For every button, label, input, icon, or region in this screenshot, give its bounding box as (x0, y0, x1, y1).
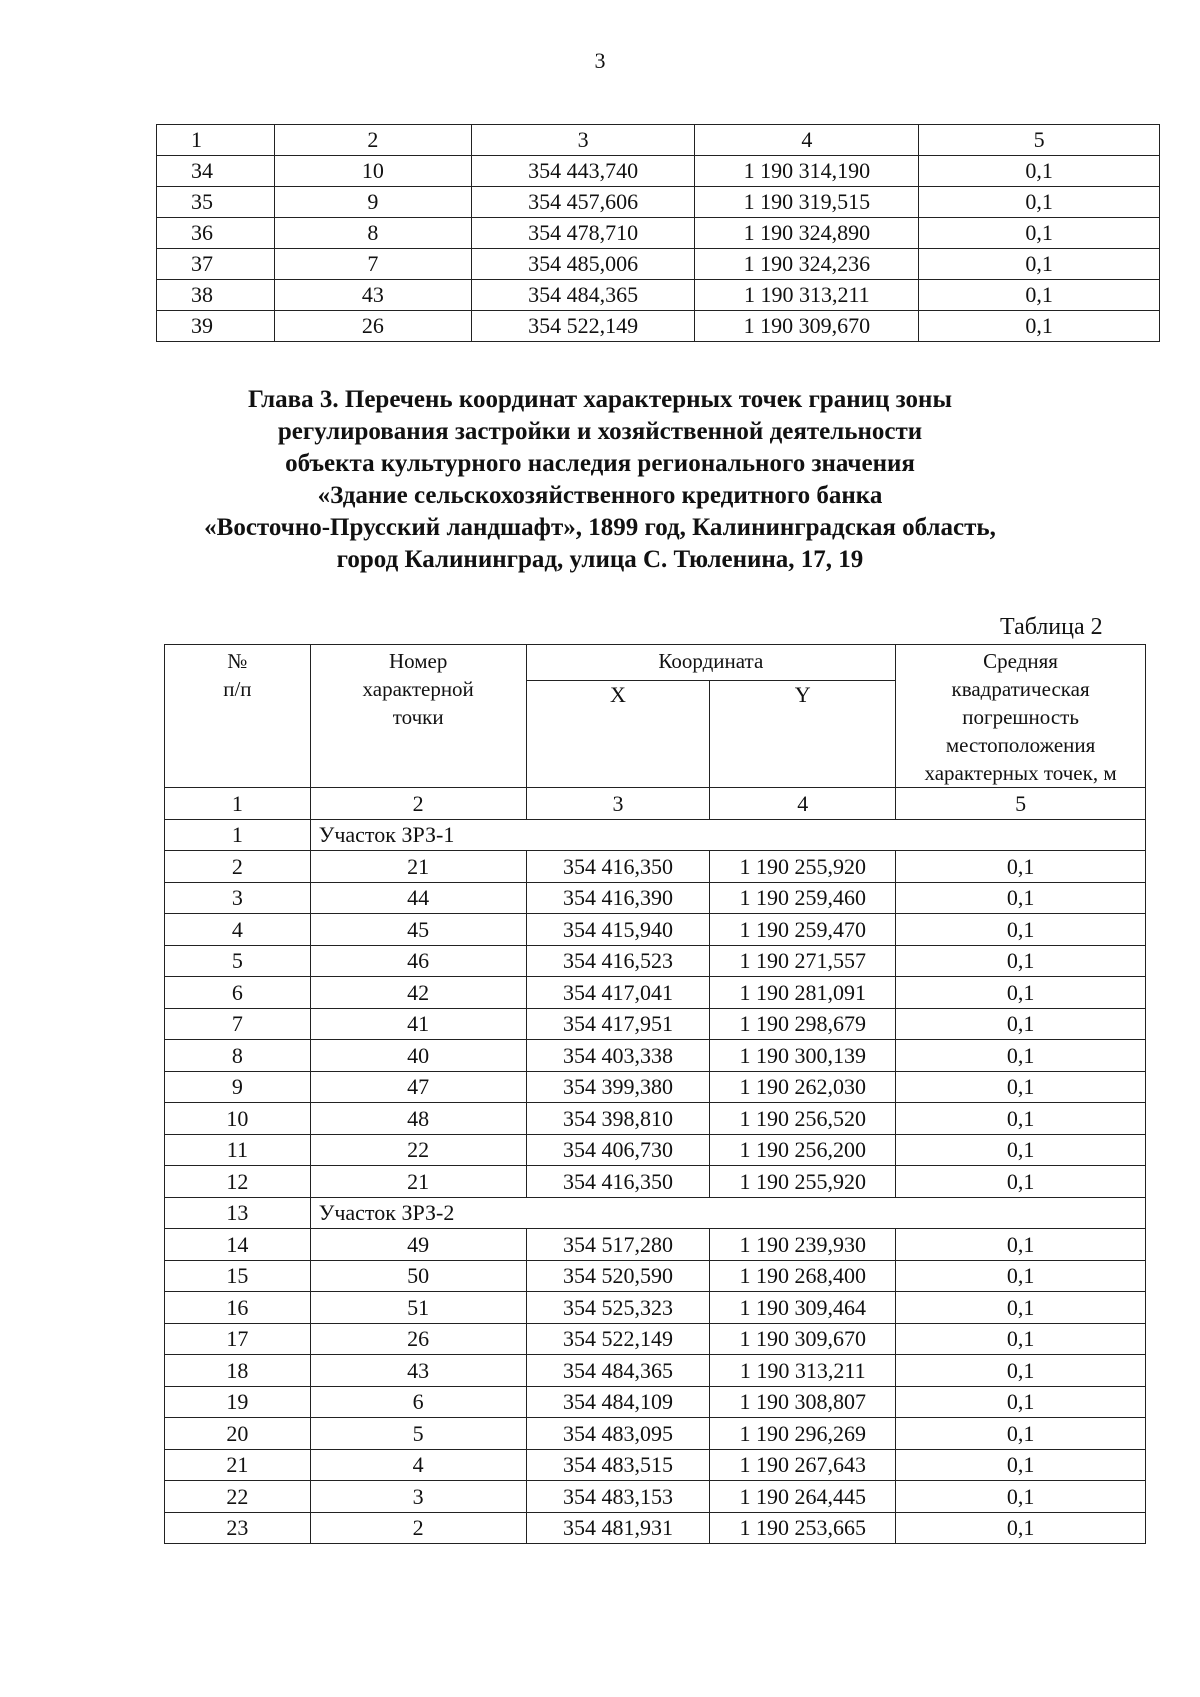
table-cell: 26 (310, 1323, 526, 1355)
table-cell: 354 484,109 (526, 1386, 710, 1418)
header-coordinate: Координата (526, 645, 896, 681)
table-cell: 1 190 262,030 (710, 1071, 896, 1103)
table-cell: 21 (310, 1166, 526, 1198)
section-row (165, 819, 1146, 851)
table-cell: 1 190 300,139 (710, 1040, 896, 1072)
table-row (165, 1103, 1146, 1135)
page-number: 3 (594, 48, 606, 73)
table-cell: 0,1 (896, 1292, 1146, 1324)
heading-line: «Восточно-Прусский ландшафт», 1899 год, Калининградская область, (204, 514, 996, 541)
table-cell: 0,1 (896, 1260, 1146, 1292)
table-cell: 21 (310, 851, 526, 883)
table-cell: 1 190 267,643 (710, 1449, 896, 1481)
table-cell: 47 (310, 1071, 526, 1103)
table-cell: 0,1 (896, 1229, 1146, 1261)
table-cell: 46 (310, 945, 526, 977)
table-cell: 0,1 (896, 1040, 1146, 1072)
table-cell: 9 (165, 1071, 311, 1103)
table-row (165, 1323, 1146, 1355)
table-cell: 354 485,006 (471, 249, 695, 280)
table-cell: 16 (165, 1292, 311, 1324)
table-row (165, 1071, 1146, 1103)
heading-line: объекта культурного наследия регионального значения (285, 450, 915, 477)
table-row-numbering (165, 788, 1146, 820)
table-cell: 354 525,323 (526, 1292, 710, 1324)
table-cell: 354 406,730 (526, 1134, 710, 1166)
table-cell: 6 (165, 977, 311, 1009)
table-cell: 23 (165, 1512, 311, 1544)
column-number: 2 (310, 788, 526, 820)
table-cell: 0,1 (919, 311, 1160, 342)
table-cell: 1 190 308,807 (710, 1386, 896, 1418)
table-row (165, 945, 1146, 977)
column-number: 4 (710, 788, 896, 820)
table-cell: 1 190 298,679 (710, 1008, 896, 1040)
table-cell: 0,1 (919, 280, 1160, 311)
table-cell: 0,1 (896, 1512, 1146, 1544)
column-number: 4 (695, 125, 919, 156)
chapter-heading (150, 384, 1050, 576)
table-cell: 11 (165, 1134, 311, 1166)
table-cell: 0,1 (896, 1386, 1146, 1418)
header-point-number: Номер характерной точки (310, 645, 526, 788)
table-cell: 44 (310, 882, 526, 914)
table-cell: 1 190 314,190 (695, 156, 919, 187)
table-cell: 0,1 (919, 187, 1160, 218)
heading-line: Глава 3. Перечень координат характерных точек границ зоны (248, 386, 952, 413)
header-num: № п/п (165, 645, 311, 788)
table-cell: 3 (310, 1481, 526, 1513)
table-cell: 1 190 309,670 (695, 311, 919, 342)
table-cell: 1 190 309,464 (710, 1292, 896, 1324)
table-cell: 354 415,940 (526, 914, 710, 946)
table-cell: 0,1 (896, 1071, 1146, 1103)
table-cell: 7 (275, 249, 472, 280)
heading-line: город Калининград, улица С. Тюленина, 17, 19 (336, 546, 864, 573)
table-cell: 8 (275, 218, 472, 249)
table-row (165, 1166, 1146, 1198)
table-cell: 5 (310, 1418, 526, 1450)
table-cell: 0,1 (896, 851, 1146, 883)
table-row (157, 218, 1160, 249)
table-cell: 354 399,380 (526, 1071, 710, 1103)
table-cell: 10 (165, 1103, 311, 1135)
header-x: X (526, 681, 710, 788)
table-cell: 1 190 268,400 (710, 1260, 896, 1292)
table-cell: 1 190 259,470 (710, 914, 896, 946)
table-row (165, 1386, 1146, 1418)
table-cell: 0,1 (896, 1449, 1146, 1481)
table-cell: 15 (165, 1260, 311, 1292)
table-cell: 1 190 324,890 (695, 218, 919, 249)
table-cell: 50 (310, 1260, 526, 1292)
table-cell: 17 (165, 1323, 311, 1355)
table-row (165, 1260, 1146, 1292)
table-cell: 354 416,390 (526, 882, 710, 914)
table-cell: 0,1 (896, 1103, 1146, 1135)
table-cell: 354 520,590 (526, 1260, 710, 1292)
row-number: 1 (165, 819, 311, 851)
table-cell: 354 416,350 (526, 1166, 710, 1198)
table-row (165, 1512, 1146, 1544)
table-cell: 0,1 (896, 1355, 1146, 1387)
table-row (157, 156, 1160, 187)
heading-line: регулирования застройки и хозяйственной деятельности (277, 418, 923, 445)
table-cell: 7 (165, 1008, 311, 1040)
coordinates-table-2 (164, 644, 1146, 1544)
table-cell: 3 (165, 882, 311, 914)
row-number: 13 (165, 1197, 311, 1229)
table-cell: 10 (275, 156, 472, 187)
table-cell: 8 (165, 1040, 311, 1072)
table-cell: 49 (310, 1229, 526, 1261)
table-cell: 354 517,280 (526, 1229, 710, 1261)
table-cell: 2 (165, 851, 311, 883)
table-cell: 0,1 (896, 1008, 1146, 1040)
table-cell: 14 (165, 1229, 311, 1261)
table-cell: 354 478,710 (471, 218, 695, 249)
table-cell: 1 190 255,920 (710, 1166, 896, 1198)
table-row (165, 1355, 1146, 1387)
table-cell: 35 (157, 187, 275, 218)
column-number: 3 (526, 788, 710, 820)
table-row (157, 280, 1160, 311)
heading-line: «Здание сельскохозяйственного кредитного банка (317, 482, 883, 509)
table-row (165, 1040, 1146, 1072)
table-cell: 0,1 (919, 249, 1160, 280)
table-cell: 45 (310, 914, 526, 946)
table-cell: 6 (310, 1386, 526, 1418)
table-cell: 354 417,951 (526, 1008, 710, 1040)
table-cell: 354 417,041 (526, 977, 710, 1009)
table-cell: 354 398,810 (526, 1103, 710, 1135)
table-cell: 12 (165, 1166, 311, 1198)
table-cell: 40 (310, 1040, 526, 1072)
table-cell: 19 (165, 1386, 311, 1418)
column-number: 3 (471, 125, 695, 156)
table-cell: 354 457,606 (471, 187, 695, 218)
table-cell: 354 484,365 (526, 1355, 710, 1387)
table-row (157, 311, 1160, 342)
table-cell: 354 416,350 (526, 851, 710, 883)
table-cell: 0,1 (896, 914, 1146, 946)
table-cell: 354 481,931 (526, 1512, 710, 1544)
table-cell: 1 190 239,930 (710, 1229, 896, 1261)
table-cell: 20 (165, 1418, 311, 1450)
table-cell: 4 (165, 914, 311, 946)
table-cell: 354 416,523 (526, 945, 710, 977)
column-number: 2 (275, 125, 472, 156)
column-number: 5 (919, 125, 1160, 156)
coordinates-table-continued (156, 124, 1160, 342)
table-row (165, 1008, 1146, 1040)
table-row (165, 977, 1146, 1009)
table-cell: 354 522,149 (526, 1323, 710, 1355)
table-header-row (165, 645, 1146, 681)
table-cell: 354 483,515 (526, 1449, 710, 1481)
table-cell: 39 (157, 311, 275, 342)
table-cell: 22 (165, 1481, 311, 1513)
table-cell: 1 190 313,211 (695, 280, 919, 311)
table-cell: 37 (157, 249, 275, 280)
table-cell: 43 (275, 280, 472, 311)
table-cell: 2 (310, 1512, 526, 1544)
table-cell: 43 (310, 1355, 526, 1387)
table-cell: 41 (310, 1008, 526, 1040)
table-cell: 1 190 259,460 (710, 882, 896, 914)
table-row (165, 1449, 1146, 1481)
column-number: 1 (157, 125, 275, 156)
table-cell: 0,1 (919, 218, 1160, 249)
table-cell: 0,1 (896, 945, 1146, 977)
table-cell: 38 (157, 280, 275, 311)
table-cell: 1 190 255,920 (710, 851, 896, 883)
table-cell: 354 443,740 (471, 156, 695, 187)
table-row (165, 1229, 1146, 1261)
table-label: Таблица 2 (1000, 614, 1103, 640)
table-cell: 1 190 256,200 (710, 1134, 896, 1166)
table-cell: 1 190 313,211 (710, 1355, 896, 1387)
table-cell: 1 190 309,670 (710, 1323, 896, 1355)
column-number: 5 (896, 788, 1146, 820)
table-cell: 1 190 256,520 (710, 1103, 896, 1135)
table-cell: 0,1 (896, 1481, 1146, 1513)
table-row (157, 249, 1160, 280)
table-cell: 0,1 (896, 1134, 1146, 1166)
table-cell: 354 403,338 (526, 1040, 710, 1072)
table-cell: 0,1 (896, 882, 1146, 914)
table-cell: 354 483,153 (526, 1481, 710, 1513)
table-cell: 1 190 253,665 (710, 1512, 896, 1544)
table-cell: 51 (310, 1292, 526, 1324)
table-cell: 0,1 (896, 1166, 1146, 1198)
table-row (165, 1134, 1146, 1166)
table-row (165, 1481, 1146, 1513)
section-row (165, 1197, 1146, 1229)
table-cell: 36 (157, 218, 275, 249)
table-cell: 0,1 (919, 156, 1160, 187)
table-cell: 354 483,095 (526, 1418, 710, 1450)
header-y: Y (710, 681, 896, 788)
table-row-numbering (157, 125, 1160, 156)
table-cell: 354 522,149 (471, 311, 695, 342)
table-cell: 1 190 319,515 (695, 187, 919, 218)
table-row (165, 882, 1146, 914)
table-cell: 1 190 264,445 (710, 1481, 896, 1513)
table-cell: 4 (310, 1449, 526, 1481)
table-cell: 42 (310, 977, 526, 1009)
table-cell: 0,1 (896, 977, 1146, 1009)
header-error: Средняя квадратическая погрешность местоположения характерных точек, м (896, 645, 1146, 788)
table-cell: 0,1 (896, 1323, 1146, 1355)
table-cell: 1 190 281,091 (710, 977, 896, 1009)
table-cell: 21 (165, 1449, 311, 1481)
table-cell: 9 (275, 187, 472, 218)
table-cell: 34 (157, 156, 275, 187)
table-cell: 1 190 271,557 (710, 945, 896, 977)
table-row (165, 1292, 1146, 1324)
table-row (165, 1418, 1146, 1450)
section-label: Участок ЗРЗ-1 (310, 819, 1145, 851)
table-row (157, 187, 1160, 218)
table-cell: 1 190 324,236 (695, 249, 919, 280)
table-cell: 48 (310, 1103, 526, 1135)
table-cell: 18 (165, 1355, 311, 1387)
column-number: 1 (165, 788, 311, 820)
table-cell: 1 190 296,269 (710, 1418, 896, 1450)
table-cell: 22 (310, 1134, 526, 1166)
table-cell: 0,1 (896, 1418, 1146, 1450)
table-row (165, 851, 1146, 883)
table-cell: 354 484,365 (471, 280, 695, 311)
section-label: Участок ЗРЗ-2 (310, 1197, 1145, 1229)
table-row (165, 914, 1146, 946)
table-cell: 26 (275, 311, 472, 342)
table-cell: 5 (165, 945, 311, 977)
